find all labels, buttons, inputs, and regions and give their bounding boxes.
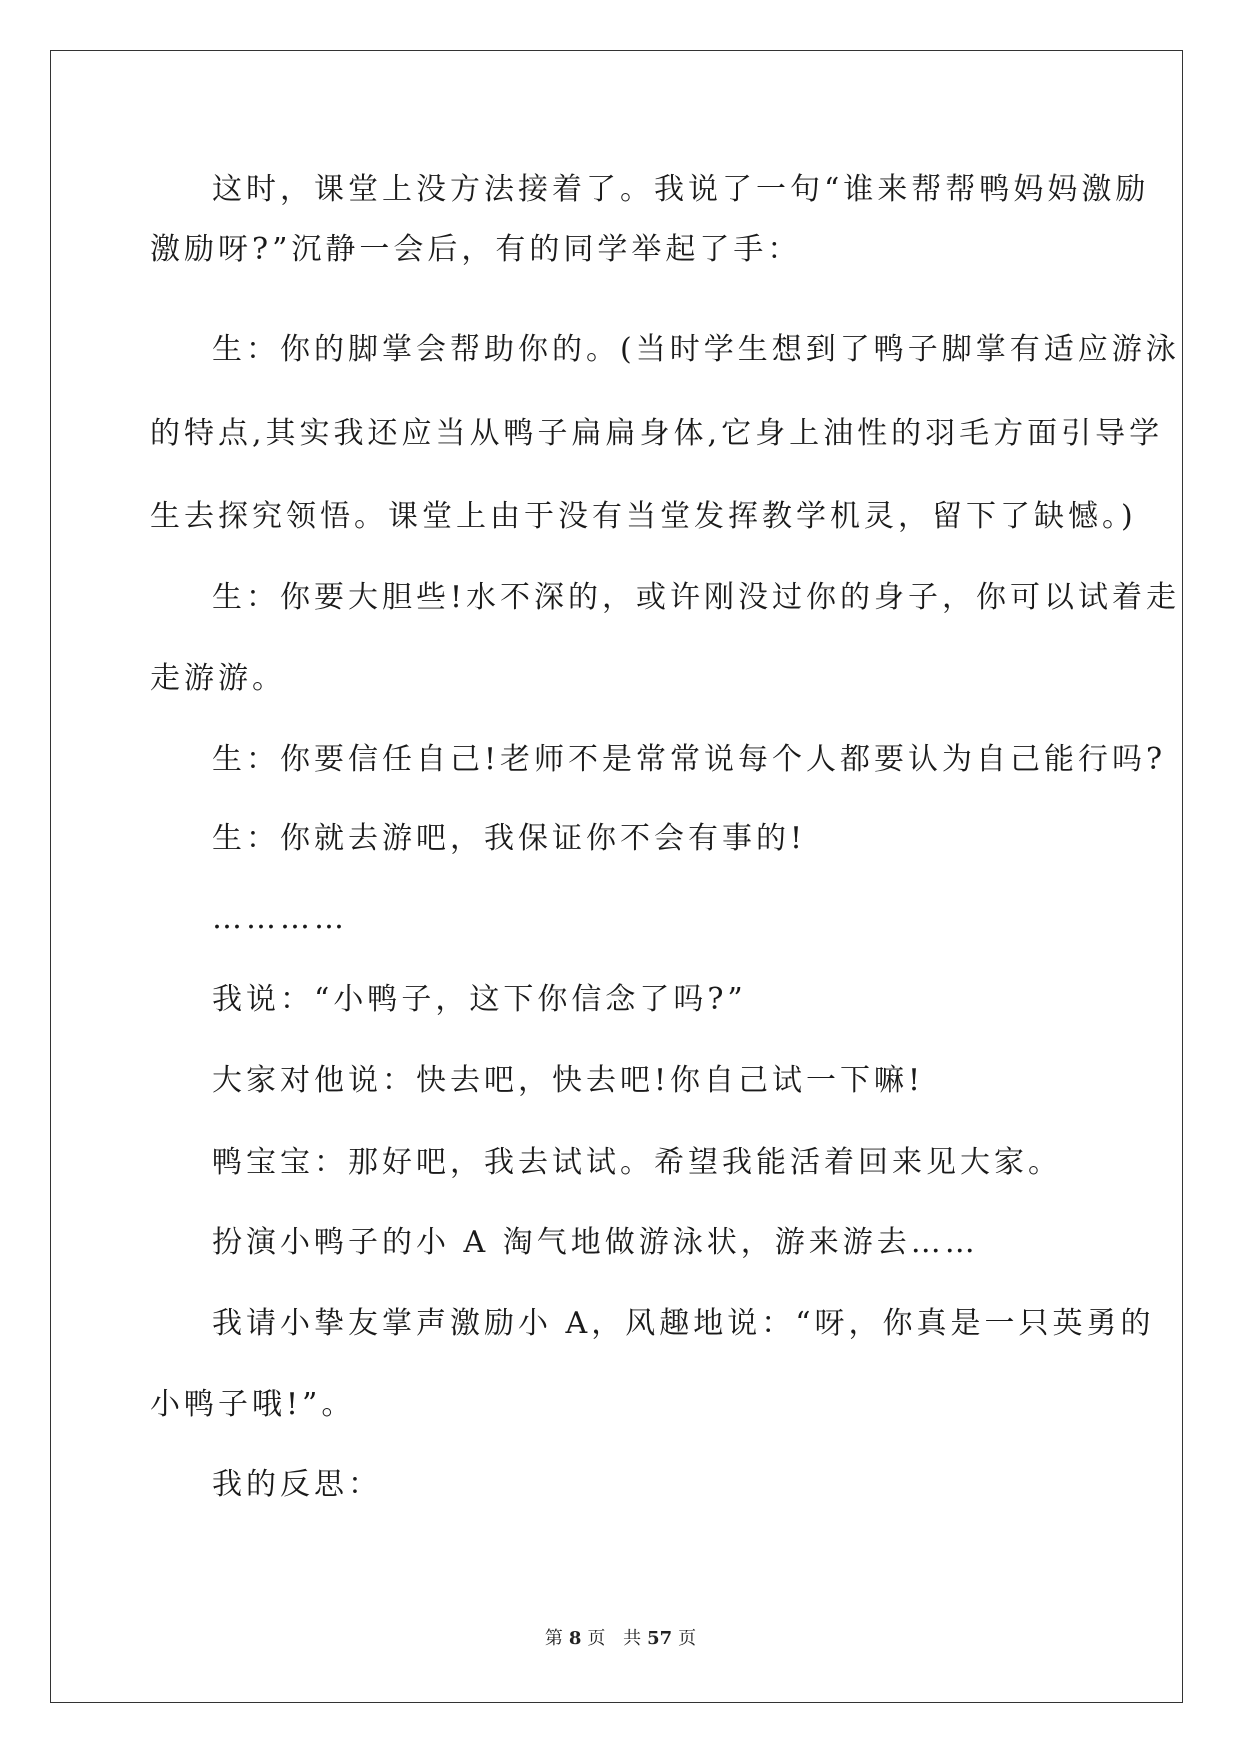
paragraph-line: 大家对他说：快去吧，快去吧!你自己试一下嘛!	[212, 1063, 925, 1098]
total-prefix: 共	[623, 1628, 642, 1649]
paragraph-line: 这时，课堂上没方法接着了。我说了一句“谁来帮帮鸭妈妈激励	[212, 172, 1150, 207]
paragraph-line: 生去探究领悟。课堂上由于没有当堂发挥教学机灵，留下了缺憾。)	[150, 499, 1137, 534]
paragraph-line: 我的反思：	[212, 1467, 382, 1502]
paragraph-line: 我说：“小鸭子，这下你信念了吗?”	[212, 982, 747, 1017]
page-prefix: 第	[544, 1628, 563, 1649]
page-suffix: 页	[587, 1628, 606, 1649]
total-pages: 57	[647, 1628, 673, 1649]
paragraph-line: 扮演小鸭子的小 A 淘气地做游泳状，游来游去……	[212, 1225, 979, 1260]
paragraph-line: 激励呀?”沉静一会后，有的同学举起了手：	[150, 232, 802, 267]
total-pages-indicator	[620, 1628, 699, 1649]
paragraph-line: 生：你就去游吧，我保证你不会有事的!	[212, 821, 807, 856]
paragraph-line: 生：你要信任自己!老师不是常常说每个人都要认为自己能行吗?	[212, 742, 1167, 777]
page-footer	[0, 1624, 1241, 1650]
paragraph-line: 我请小挚友掌声激励小 A，风趣地说：“呀，你真是一只英勇的	[212, 1306, 1155, 1341]
page-border	[50, 50, 1183, 1703]
paragraph-line: 走游游。	[150, 661, 286, 696]
paragraph-line: …………	[212, 901, 348, 936]
paragraph-line: 生：你要大胆些!水不深的，或许刚没过你的身子，你可以试着走	[212, 580, 1181, 615]
paragraph-line: 的特点,其实我还应当从鸭子扁扁身体,它身上油性的羽毛方面引导学	[150, 416, 1164, 451]
page-indicator	[542, 1628, 609, 1649]
paragraph-line: 鸭宝宝：那好吧，我去试试。希望我能活着回来见大家。	[212, 1145, 1062, 1180]
page-number: 8	[568, 1628, 582, 1649]
total-suffix: 页	[678, 1628, 697, 1649]
paragraph-line: 小鸭子哦!”。	[150, 1387, 356, 1422]
paragraph-line: 生：你的脚掌会帮助你的。(当时学生想到了鸭子脚掌有适应游泳	[212, 332, 1180, 367]
